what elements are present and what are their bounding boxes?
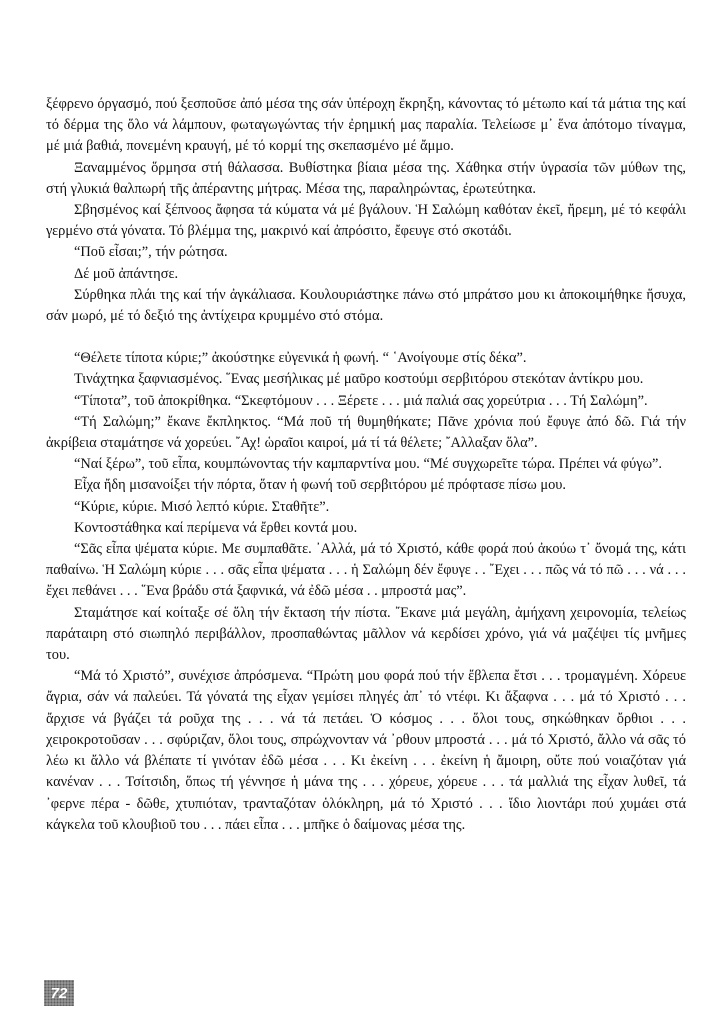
dialogue-line: “Κύριε, κύριε. Μισό λεπτό κύριε. Σταθῆτε”. — [74, 498, 330, 515]
paragraph: Σβησμένος καί ξέπνοος ἄφησα τά κύματα νά μέ βγάλουν. Ἡ Σαλώμη καθόταν ἐκεῖ, ἤρεμη, μέ τό κεφάλι γερμένο στά γόνατα. Τό βλέμμα της, μακρινό καί ἀπρόσιτο, ἔφευγε στό σκοτάδι. — [46, 202, 686, 240]
paragraph: Κοντοστάθηκα καί περίμενα νά ἔρθει κοντά μου. — [74, 519, 358, 536]
page-number: 72 — [44, 980, 74, 1006]
paragraph: Τινάχτηκα ξαφνιασμένος. ῞Ενας μεσήλικας μέ μαῦρο κοστούμι σερβιτόρου στεκόταν ἀντίκρυ μου. — [74, 371, 644, 388]
dialogue-line: “Θέλετε τίποτα κύριε;” ἀκούστηκε εὐγενικά ἡ φωνή. “ ῾Ανοίγουμε στίς δέκα”. — [74, 350, 527, 367]
paragraph-continuation: ξέφρενο όργασμό, πού ξεσποῦσε ἀπό μέσα της σάν ὑπέροχη ἔκρηξη, κάνοντας τό μέτωπο καί τά μάτια της καί τό δέρμα της ὅλο νά λάμπουν, φωταγωγώντας τήν ἐρημική μας παραλία. Τελείωσε μ᾽ ἕνα ἀπότομο τίναγμα, μέ μιά βαθιά, πονεμένη κραυγή, μέ τό κορμί της σκεπασμένο μέ ἄμμο. — [46, 96, 686, 155]
dialogue-line: “Ναί ξέρω”, τοῦ εἶπα, κουμπώνοντας τήν καμπαρντίνα μου. “Μέ συγχωρεῖτε τώρα. Πρέπει νά φύγω”. — [74, 456, 663, 473]
dialogue-line: “Τίποτα”, τοῦ ἀποκρίθηκα. “Σκεφτόμουν . . . Ξέρετε . . . μιά παλιά σας χορεύτρια . . . Τή Σαλώμη”. — [74, 392, 648, 409]
dialogue-line: “Μά τό Χριστό”, συνέχισε ἀπρόσμενα. “Πρώτη μου φορά πού τήν ἔβλεπα ἔτσι . . . τρομαγμένη. Χόρευε ἄγρια, σάν νά παλεύει. Τά γόνατά της εἶχαν γεμίσει πληγές ἀπ᾽ τό ντέφι. Κι ἄξαφνα . . . μά τό Χριστό . . . ἄρχισε νά βγάζει τά ροῦχα της . . . νά τά πετάει. Ὁ κόσμος . . . ὅλοι τους, σηκώθηκαν ὄρθιοι . . . χειροκροτοῦσαν . . . σφύριζαν, ὅλοι τους, σπρώχνονταν νά ᾽ρθουν μπροστά . . . μά τό Χριστό, ἄλλο νά σᾶς τό λέω κι ἄλλο νά βλέπατε τί γινόταν ἐδῶ μέσα . . . Κι ἐκείνη . . . ἐκείνη ἡ ἄμοιρη, οὔτε πού νοιαζόταν γιά κανέναν . . . Τσίτσιδη, ὅπως τή γέννησε ἡ μάνα της . . . χόρευε, χόρευε . . . τά μαλλιά της εἶχαν λυθεῖ, τά ᾽φερνε πέρα - δῶθε, χτυπιόταν, τρανταζόταν ὁλόκληρη, μά τό Χριστό . . . ἴδιο λιοντάρι πού χυμάει στά κάγκελα τοῦ κλουβιοῦ του . . . πάει εἶπα . . . μπῆκε ὁ δαίμονας μέσα της. — [46, 668, 686, 833]
dialogue-line: “Τή Σαλώμη;” ἔκανε ἔκπληκτος. “Μά ποῦ τή θυμηθήκατε; Πᾶνε χρόνια πού ἔφυγε ἀπό δῶ. Γιά τήν ἀκρίβεια σταμάτησε νά χορεύει. ῎Αχ! ὡραῖοι καιροί, μά τί τά θέλετε; ῎Αλλαξαν ὅλα”. — [46, 413, 686, 452]
page-body-text — [46, 94, 686, 836]
dialogue-line: “Ποῦ εἶσαι;”, τήν ρώτησα. — [74, 244, 228, 261]
paragraph: Σταμάτησε καί κοίταξε σέ ὅλη τήν ἔκταση τήν πίστα. ῎Εκανε μιά μεγάλη, ἀμήχανη χειρονομία, τελείως παράταιρη στό σιωπηλό περιβάλλον, προσπαθώντας μᾶλλον νά κερδίσει χρόνο, γιά νά μαζέψει τίς μνῆμες του. — [46, 604, 686, 664]
dialogue-line: “Σᾶς εἶπα ψέματα κύριε. Με συμπαθᾶτε. ᾽Αλλά, μά τό Χριστό, κάθε φορά πού ἀκούω τ᾽ ὄνομά της, κάτι παθαίνω. Ἡ Σαλώμη κύριε . . . σᾶς εἶπα ψέματα . . . ἡ Σαλώμη δέν ἔφυγε . . ῎Εχει . . . πῶς νά τό πῶ . . . νά . . . ἔχει πεθάνει . . . ῞Ενα βράδυ στά ξαφνικά, νά ἐδῶ μέσα . . μπροστά μας”. — [46, 541, 686, 600]
paragraph: Δέ μοῦ ἀπάντησε. — [74, 265, 179, 282]
paragraph: Σύρθηκα πλάι της καί τήν ἀγκάλιασα. Κουλουριάστηκε πάνω στό μπράτσο μου κι ἀποκοιμήθηκε ἥσυχα, σάν μωρό, μέ τό δεξιό της ἀντίχειρα κρυμμένο στό στόμα. — [46, 286, 686, 325]
paragraph: Εἶχα ἤδη μισανοίξει τήν πόρτα, ὅταν ἡ φωνή τοῦ σερβιτόρου μέ πρόφτασε πίσω μου. — [74, 477, 566, 494]
paragraph: Ξαναμμένος ὅρμησα στή θάλασσα. Βυθίστηκα βίαια μέσα της. Χάθηκα στήν ὑγρασία τῶν μύθων της, στή γλυκιά θαλπωρή τῆς ἀπέραντης μήτρας. Μέσα της, παραληρώντας, ἐρωτεύτηκα. — [46, 159, 686, 197]
